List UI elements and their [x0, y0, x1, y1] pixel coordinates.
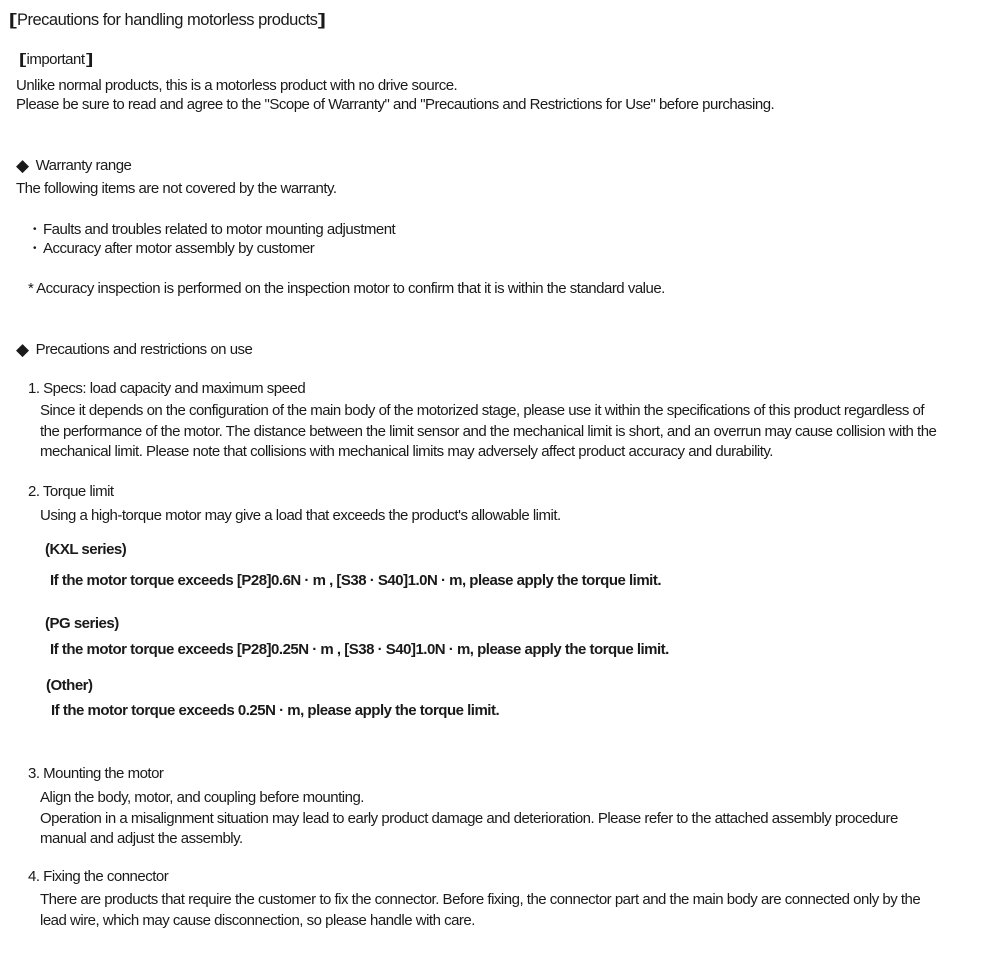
- important-label-text: important: [26, 51, 85, 68]
- usage-heading-text: Precautions and restrictions on use: [35, 341, 253, 358]
- usage-item-1-label: 1. Specs: load capacity and maximum speed: [28, 380, 306, 397]
- paragraph-line: mechanical limit. Please note that collisions with mechanical limits may adversely affect product accuracy and durability.: [40, 443, 773, 460]
- warranty-item-text: Accuracy after motor assembly by customer: [43, 240, 315, 257]
- important-line-1: Unlike normal products, this is a motorless product with no drive source.: [16, 77, 458, 94]
- important-label: [18, 50, 93, 70]
- paragraph-line: the performance of the motor. The distance between the limit sensor and the mechanical limit is short, and an overrun may cause collision with the: [40, 422, 937, 440]
- torque-rule-other: If the motor torque exceeds 0.25N · m, please apply the torque limit.: [51, 702, 500, 719]
- usage-item-3-paragraph: [40, 788, 898, 850]
- paragraph-line: lead wire, which may cause disconnection, so please handle with care.: [40, 911, 475, 929]
- warranty-list-item: [33, 239, 314, 261]
- torque-rule-kxl: If the motor torque exceeds [P28]0.6N · m , [S38 · S40]1.0N · m, please apply the torque limit.: [50, 572, 662, 589]
- page-title-text: Precautions for handling motorless products: [17, 11, 318, 29]
- diamond-icon: ◆: [16, 340, 29, 359]
- series-heading-pg: (PG series): [45, 615, 119, 632]
- paragraph-line: Since it depends on the configuration of the main body of the motorized stage, please use it within the specifications of this product regardless of: [40, 402, 925, 419]
- important-line-2: Please be sure to read and agree to the "Scope of Warranty" and "Precautions and Restrictions for Use" before purchasing.: [16, 96, 775, 113]
- usage-item-4-label: 4. Fixing the connector: [28, 868, 169, 885]
- paragraph-line: manual and adjust the assembly.: [40, 830, 243, 847]
- paragraph-line: There are products that require the customer to fix the connector. Before fixing, the connector part and the main body are connected only by the: [40, 891, 921, 908]
- section-heading-usage: [16, 339, 252, 360]
- left-bracket-icon: [: [8, 11, 17, 29]
- warranty-intro: The following items are not covered by the warranty.: [16, 180, 337, 197]
- torque-rule-pg: If the motor torque exceeds [P28]0.25N · m , [S38 · S40]1.0N · m, please apply the torque limit.: [50, 641, 669, 658]
- usage-item-1-paragraph: [40, 401, 936, 463]
- bullet-icon: •: [33, 243, 37, 254]
- series-heading-kxl: (KXL series): [45, 541, 127, 558]
- usage-item-2-label: 2. Torque limit: [28, 483, 114, 500]
- series-heading-other: (Other): [46, 677, 93, 694]
- usage-item-2-intro: Using a high-torque motor may give a load that exceeds the product's allowable limit.: [40, 507, 561, 524]
- warranty-heading-text: Warranty range: [35, 157, 132, 174]
- section-heading-warranty: [16, 155, 131, 176]
- right-bracket-icon: ]: [318, 11, 326, 29]
- page-title: [8, 10, 326, 30]
- paragraph-line: Align the body, motor, and coupling before mounting.: [40, 789, 364, 806]
- right-bracket-icon: ]: [85, 51, 93, 68]
- warranty-note: * Accuracy inspection is performed on the inspection motor to confirm that it is within the standard value.: [28, 280, 665, 297]
- left-bracket-icon: [: [18, 51, 26, 68]
- diamond-icon: ◆: [16, 156, 29, 175]
- usage-item-3-label: 3. Mounting the motor: [28, 765, 164, 782]
- paragraph-line: Operation in a misalignment situation may lead to early product damage and deterioration. Please refer to the attached assembly procedure: [40, 809, 898, 827]
- warranty-item-text: Faults and troubles related to motor mounting adjustment: [43, 221, 396, 238]
- bullet-icon: •: [33, 224, 37, 235]
- usage-item-4-paragraph: [40, 890, 920, 931]
